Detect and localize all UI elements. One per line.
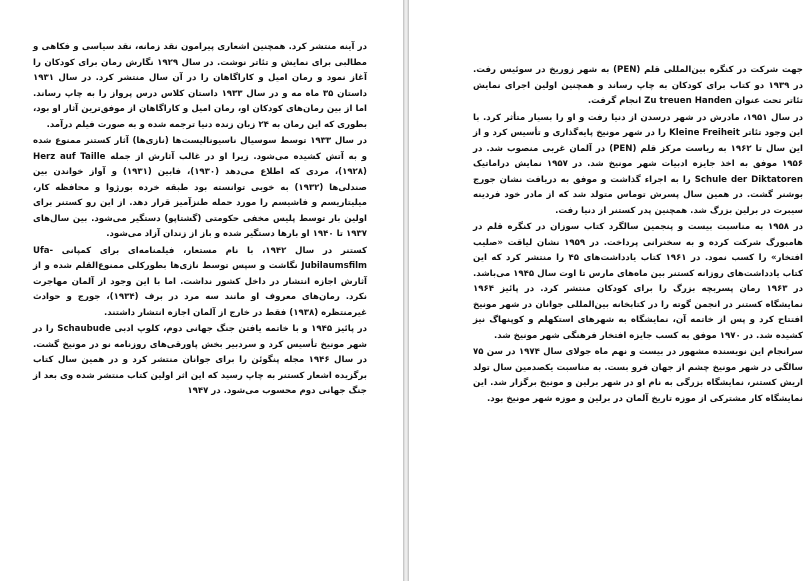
paragraph: سرانجام این نویسنده مشهور در بیست و نهم ماه جولای سال ۱۹۷۴ در سن ۷۵ سالگی در شهر مونیخ چشم از جهان فرو بست. به مناسبت یکصدمین سال تولد اریش کستنر، نمایشگاه بزرگی به نام او در شهر برلین و مونیخ برگزار شد. این نمایشگاه کار مشترکی از موزه تاریخ آلمان در برلین و موزه شهر مونیخ بود. (473, 347, 803, 404)
left-page-text (33, 40, 367, 401)
paragraph: کستنر در سال ۱۹۴۲، با نام مستعار، فیلمنامه‌ای برای کمپانی Ufa-Jubilaumsfilm نگاشت و سپس توسط نازی‌ها بطورکلی ممنوع‌القلم شده و از آثارش اجازه انتشار در داخل کشور نداشت. اما با این وجود از آلمان مهاجرت نکرد. رمان‌های معروف او مانند سه مرد در برف (۱۹۳۴)، جورج و حوادث غیرمنتظره (۱۹۳۸) فقط در خارج از آلمان اجازه انتشار داشتند. (33, 245, 367, 318)
right-page (408, 0, 810, 581)
right-page-text (473, 63, 803, 408)
paragraph: در ۱۹۵۸ به مناسبت بیست و پنجمین سالگرد کتاب سوزان در کنگره قلم در هامبورگ شرکت کرده و به سخنرانی پرداخت. در ۱۹۵۹ نشان لیاقت «صلیب افتخار» را کسب نمود. در ۱۹۶۱ کتاب یادداشت‌های ۴۵ را منتشر کرد که این کتاب یادداشت‌های روزانه کستنر بین ماه‌های مارس تا اوت سال ۱۹۴۵ می‌باشد. در ۱۹۶۳ رمان پسربچه بزرگ را برای کودکان منتشر کرد. در پائیز ۱۹۶۴ نمایشگاه کستنر در انجمن گوته را در کتابخانه بین‌المللی جوانان در شهر مونیخ افتتاح کرد و پس از خاتمه آن، نمایشگاه به شهرهای استکهلم و کوپنهاگ نیز کشیده شد. در ۱۹۷۰ موفق به کسب جایزه افتخار فرهنگی شهر مونیخ شد. (473, 222, 804, 341)
paragraph: در سال ۱۹۳۳ توسط سوسیال ناسیونالیست‌ها (نازی‌ها) آثار کستنر ممنوع شده و به آتش کشیده می‌شود. زیرا او در غالب آثارش از جمله Herz auf Taille (۱۹۲۸)، مردی که اطلاع می‌دهد (۱۹۳۰)، فابین (۱۹۳۱) و آواز خواندن بین صندلی‌ها (۱۹۳۲) به خوبی توانسته بود طبقه خرده بورژوا و محافظه کار، میلیتاریسم و فاشیسم را مورد حمله طنزآمیز قرار دهد. از این رو کستنر برای اولین بار توسط پلیس مخفی حکومتی (گشتاپو) دستگیر می‌شود. بین سال‌های ۱۹۳۷ تا ۱۹۴۰ او بارها دستگیر شده و باز از زندان آزاد می‌شود. (33, 136, 367, 239)
paragraph: در آینه منتشر کرد. همچنین اشعاری پیرامون نقد زمانه، نقد سیاسی و فکاهی و مطالبی برای نمایش و تئاتر نوشت. در سال ۱۹۲۹ نگارش رمان برای کودکان را آغاز نمود و رمان امیل و کاراگاهان را در آن سال منتشر کرد. در سال ۱۹۳۱ داستان ۳۵ ماه مه و در سال ۱۹۳۳ داستان کلاس درس پرواز را به چاپ رساند. اما از بین رمان‌های کودکان او، رمان امیل و کاراگاهان از موفق‌ترین آثار او بود، بطوری که این رمان به ۲۴ زبان زنده دنیا ترجمه شده و به صورت فیلم درآمد. (33, 42, 367, 130)
paragraph: جهت شرکت در کنگره بین‌المللی قلم (PEN) به شهر زوریخ در سوئیس رفت. در ۱۹۳۹ دو کتاب برای کودکان به چاپ رساند و همچنین اولین اجرای نمایش تئاتر تحت عنوان Zu treuen Handen انجام گرفت. (473, 65, 803, 106)
left-page (0, 0, 404, 581)
paragraph: در پائیز ۱۹۴۵ و با خاتمه یافتن جنگ جهانی دوم، کلوپ ادبی Schaubude را در شهر مونیخ تأسیس کرد و سردبیر بخش پاورقی‌های روزنامه نو در مونیخ گشت. در سال ۱۹۴۶ مجله پنگوئن را برای جوانان منتشر کرد و در همین سال کتاب برگزیده اشعار کستنر به چاپ رسید که این اثر اولین کتاب منتشر شده وی بعد از جنگ جهانی دوم محسوب می‌شود. در ۱۹۴۷ (33, 324, 368, 396)
paragraph: در سال ۱۹۵۱، مادرش در شهر درسدن از دنیا رفت و او را بسیار متأثر کرد. با این وجود تئاتر Kleine Freiheit را در شهر مونیخ پایه‌گذاری و تأسیس کرد و از این سال تا ۱۹۶۲ به ریاست مرکز قلم (PEN) در آلمان غربی منصوب شد. در ۱۹۵۶ موفق به اخذ جایزه ادبیات شهر مونیخ شد. در ۱۹۵۷ نمایش دراماتیک Schule der Diktatoren را به اجراء گذاشت و موفق به دریافت نشان جورج بوشنر گشت. در همین سال پسرش توماس متولد شد که از مادر خود فردینه سیبرت در برلین بزرگ شد. همچنین پدر کستنر از دنیا رفت. (473, 112, 804, 216)
